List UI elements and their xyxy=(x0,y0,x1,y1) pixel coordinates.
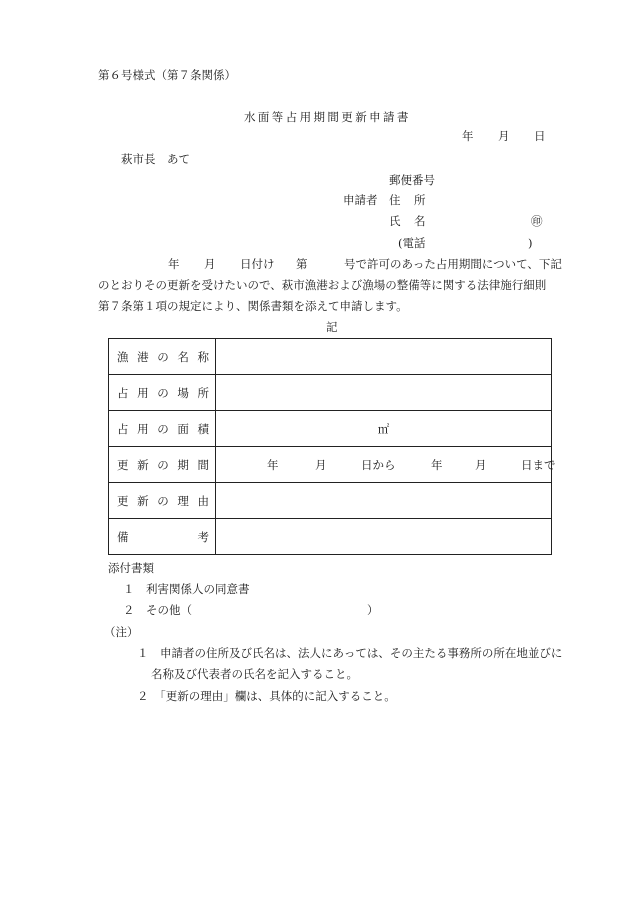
label-char: 更 xyxy=(117,493,129,508)
remarks-label xyxy=(117,529,209,545)
period-from-year: 年 xyxy=(267,457,279,472)
label-char: 用 xyxy=(137,421,149,436)
label-char: の xyxy=(157,493,169,508)
label-char: 更 xyxy=(117,457,129,472)
attachment-item-1: １ 利害関係人の同意書 xyxy=(123,582,250,596)
application-table xyxy=(108,338,556,555)
table-row xyxy=(109,519,552,555)
note-2: ２ 「更新の理由」欄は、具体的に記入すること。 xyxy=(137,689,396,703)
body-line3: 第７条第１項の規定により、関係書類を添えて申請します。 xyxy=(98,299,408,313)
label-char: 場 xyxy=(177,385,189,400)
date-month: 月 xyxy=(498,129,510,143)
table-row xyxy=(109,447,552,483)
body-month: 月 xyxy=(204,257,216,271)
addressee: 萩市長 あて xyxy=(121,152,190,166)
date-year: 年 xyxy=(462,129,474,143)
label-char: 用 xyxy=(137,385,149,400)
address-label: 住 所 xyxy=(389,193,427,207)
phone-close: ) xyxy=(528,236,533,250)
renewal-reason-field[interactable] xyxy=(216,483,552,519)
period-from-month: 月 xyxy=(315,457,327,472)
period-to-year: 年 xyxy=(431,457,443,472)
ki-heading: 記 xyxy=(326,320,338,334)
label-char: の xyxy=(157,457,169,472)
period-from-day: 日から xyxy=(361,457,396,472)
table-label-cell xyxy=(109,483,216,519)
label-char: 占 xyxy=(117,421,129,436)
period-to-day: 日まで xyxy=(521,457,556,472)
label-char: 占 xyxy=(117,385,129,400)
body-day: 日付け xyxy=(240,257,275,271)
form-number: 第６号様式（第７条関係） xyxy=(98,68,236,82)
label-char: の xyxy=(157,385,169,400)
attachment-item-2-prefix: ２ その他（ xyxy=(123,603,192,617)
note-1-line-1: １ 申請者の住所及び氏名は、法人にあっては、その主たる事務所の所在地並びに xyxy=(137,646,563,660)
date-day: 日 xyxy=(534,129,546,143)
label-char: 面 xyxy=(177,421,189,436)
label-char: 積 xyxy=(197,421,209,436)
label-char: 間 xyxy=(197,457,209,472)
occupancy-area-field[interactable] xyxy=(216,411,552,447)
label-char: 漁 xyxy=(117,349,129,364)
fishing-port-name-label xyxy=(117,349,209,365)
label-char: 由 xyxy=(197,493,209,508)
table-label-cell xyxy=(109,519,216,555)
fishing-port-name-field[interactable] xyxy=(216,339,552,375)
table-label-cell xyxy=(109,339,216,375)
remarks-field[interactable] xyxy=(216,519,552,555)
seal-mark: ㊞ xyxy=(531,214,543,228)
name-label: 氏 名 xyxy=(389,214,427,228)
note-1-line-2: 名称及び代表者の氏名を記入すること。 xyxy=(151,667,358,681)
occupancy-location-field[interactable] xyxy=(216,375,552,411)
notes-heading: （注） xyxy=(104,625,139,639)
label-char: 新 xyxy=(137,493,149,508)
body-line1-rest: 号で許可のあった占用期間について、下記 xyxy=(344,257,562,271)
phone-open: (電話 xyxy=(398,236,426,250)
label-char: 名 xyxy=(177,349,189,364)
body-number-prefix: 第 xyxy=(296,257,308,271)
attachment-item-2-suffix: ） xyxy=(367,603,379,617)
occupancy-area-label xyxy=(117,421,209,437)
area-unit: ㎡ xyxy=(377,421,390,436)
renewal-period-label xyxy=(117,457,209,473)
form-title: 水面等占用期間更新申請書 xyxy=(244,110,411,124)
label-char: 港 xyxy=(137,349,149,364)
table-row xyxy=(109,411,552,447)
table-row xyxy=(109,339,552,375)
label-char: 所 xyxy=(197,385,209,400)
renewal-reason-label xyxy=(117,493,209,509)
label-char: 考 xyxy=(197,529,209,544)
label-char: 備 xyxy=(117,529,129,544)
table-label-cell xyxy=(109,411,216,447)
table-label-cell xyxy=(109,375,216,411)
occupancy-location-label xyxy=(117,385,209,401)
renewal-period-field[interactable] xyxy=(216,447,556,483)
period-to-month: 月 xyxy=(475,457,487,472)
applicant-role-label: 申請者 xyxy=(343,193,378,207)
body-year: 年 xyxy=(168,257,180,271)
label-char: の xyxy=(157,349,169,364)
table-label-cell xyxy=(109,447,216,483)
table-row xyxy=(109,375,552,411)
label-char: 理 xyxy=(177,493,189,508)
label-char: の xyxy=(157,421,169,436)
postal-code-label: 郵便番号 xyxy=(389,173,435,187)
label-char: 新 xyxy=(137,457,149,472)
body-line2: のとおりその更新を受けたいので、萩市漁港および漁場の整備等に関する法律施行細則 xyxy=(98,278,547,292)
attachments-heading: 添付書類 xyxy=(108,561,154,575)
table-row xyxy=(109,483,552,519)
label-char: 期 xyxy=(177,457,189,472)
label-char: 称 xyxy=(197,349,209,364)
